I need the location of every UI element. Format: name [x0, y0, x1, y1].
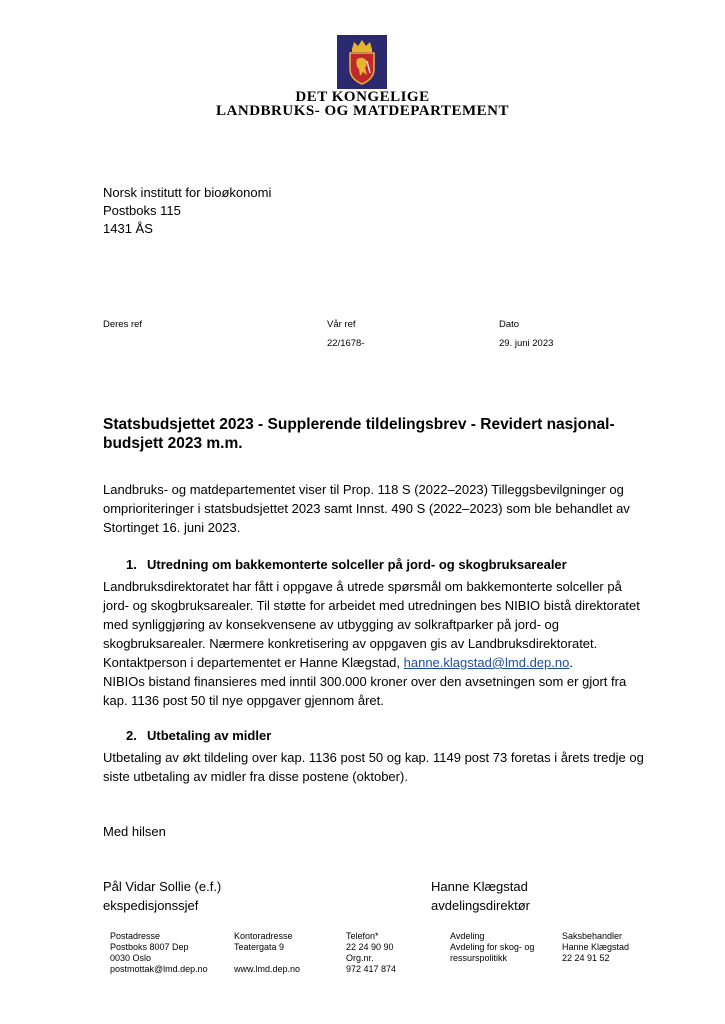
footer-spacer [234, 953, 300, 964]
section2-number: 2. [126, 728, 137, 743]
section2-body: Utbetaling av økt tildeling over kap. 1136 post 50 og kap. 1149 post 73 foretas i årets tredje og siste utbetaling av midler fra disse postene (oktober). [103, 750, 644, 784]
dato-value: 29. juni 2023 [499, 338, 554, 349]
intro-paragraph: Landbruks- og matdepartementet viser til Prop. 118 S (2022–2023) Tilleggsbevilgninger og omprioriteringer i statsbudsjettet 2023 samt Innst. 490 S (2022–2023) som ble behandlet av Stortinget 16. juni 2023. [103, 482, 630, 535]
footer-text: Avdeling for skog- og [450, 942, 535, 952]
footer-label: Avdeling [450, 931, 485, 941]
section2-heading: Utbetaling av midler [147, 728, 272, 743]
footer-text: Teatergata 9 [234, 942, 285, 952]
ministry-name-line1: DET KONGELIGE [295, 89, 430, 105]
footer-text: 22 24 91 52 [562, 953, 610, 963]
recipient-postbox: Postboks 115 [103, 203, 181, 218]
section1-heading: Utredning om bakkemonterte solceller på jord- og skogbruksarealer [147, 557, 567, 572]
footer-label: Postadresse [110, 931, 161, 941]
footer-phone [346, 931, 396, 975]
footer-postal-address [110, 931, 208, 975]
footer-text: 22 24 90 90 [346, 942, 394, 952]
recipient-name: Norsk institutt for bioøkonomi [103, 185, 272, 200]
closing-greeting: Med hilsen [103, 824, 166, 839]
footer-website: www.lmd.dep.no [234, 964, 301, 974]
section1-period: . [569, 655, 573, 670]
section1-number: 1. [126, 557, 137, 572]
deres-ref-label: Deres ref [103, 319, 143, 330]
footer-text: 972 417 874 [346, 964, 397, 974]
footer-text: 0030 Oslo [110, 953, 152, 963]
footer-case-handler [562, 931, 629, 964]
signer-title: avdelingsdirektør [431, 898, 530, 913]
footer-text: ressurspolitikk [450, 953, 508, 963]
footer-email: postmottak@lmd.dep.no [110, 964, 208, 974]
ministry-name-line2: LANDBRUKS- OG MATDEPARTEMENT [216, 103, 509, 119]
royal-coat-of-arms-logo [337, 35, 387, 89]
var-ref-label: Vår ref [327, 319, 356, 330]
footer-text: Hanne Klægstad [562, 942, 630, 952]
letter-title: Statsbudsjettet 2023 - Supplerende tildelingsbrev - Revidert nasjonal-budsjett 2023 m.m. [103, 416, 615, 452]
contact-email-link[interactable]: hanne.klagstad@lmd.dep.no [403, 655, 570, 670]
footer-label: Saksbehandler [562, 931, 623, 941]
signature-right [431, 877, 631, 915]
recipient-postal: 1431 ÅS [103, 221, 153, 236]
signer-title: ekspedisjonssjef [103, 898, 199, 913]
signature-left [103, 877, 323, 915]
section1-text: Landbruksdirektoratet har fått i oppgave å utrede spørsmål om bakkemonterte solceller på jord- og skogbruksarealer. Til støtte for arbeidet med utredningen bes NIBIO bistå direktoratet med synliggjøring av konsekvensene av utbygging av solkraftparker på jord- og skogbruksarealer. Nærmere konkretisering av oppgaven gis av Landbruksdirektoratet. Kontaktperson i departementet er Hanne Klægstad, [103, 579, 640, 670]
footer-label: Kontoradresse [234, 931, 293, 941]
signer-name: Pål Vidar Sollie (e.f.) [103, 879, 222, 894]
signer-name: Hanne Klægstad [431, 879, 528, 894]
recipient-address [103, 184, 271, 238]
footer-office-address [234, 931, 300, 975]
dato-label: Dato [499, 319, 520, 330]
footer-department [450, 931, 534, 964]
section1-text2: NIBIOs bistand finansieres med inntil 300.000 kroner over den avsetningen som er gjort fra kap. 1136 post 50 til nye oppgaver gjennom året. [103, 674, 627, 708]
footer-label: Telefon* [346, 931, 379, 941]
section1-body [103, 577, 651, 710]
footer-text: Org.nr. [346, 953, 374, 963]
footer-text: Postboks 8007 Dep [110, 942, 189, 952]
var-ref-value: 22/1678- [327, 338, 365, 349]
